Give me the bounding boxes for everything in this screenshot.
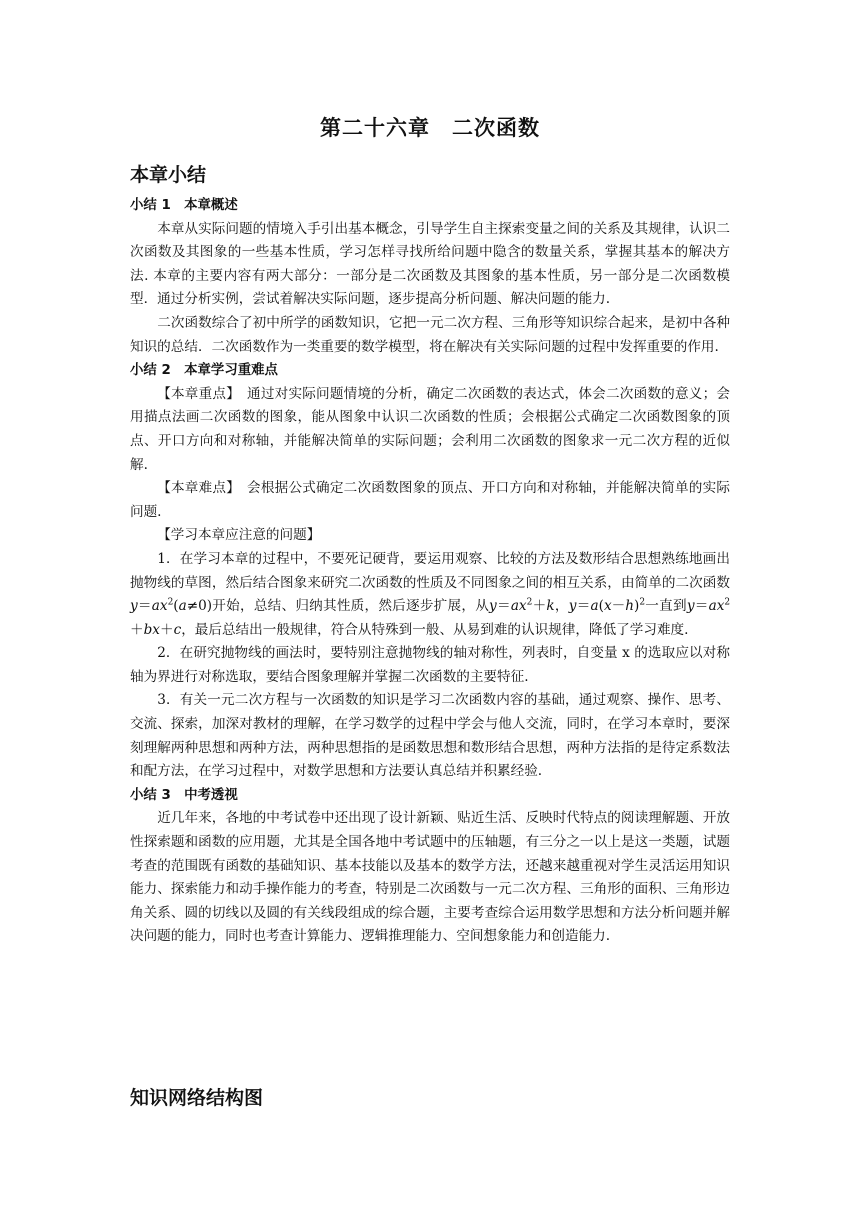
note-1-text-a: 1．在学习本章的过程中，不要死记硬背，要运用观察、比较的方法及数形结合思想熟练地画出抛物线的草图，然后结合图象来研究二次函数的性质及不同图象之间的相互关系，由简单的二次函数 xyxy=(130,550,730,591)
subsection-heading-2: 小结 2 本章学习重难点 xyxy=(130,363,278,379)
section-heading-summary: 本章小结 xyxy=(130,164,207,186)
difficult-points-paragraph xyxy=(130,477,730,524)
summary-body xyxy=(130,194,730,949)
notes-label: 【学习本章应注意的问题】 xyxy=(157,527,321,544)
note-3: 3．有关一元二次方程与一次函数的知识是学习二次函数内容的基础，通过观察、操作、思考、交流、探索，加深对教材的理解，在学习数学的过程中学会与他人交流，同时，在学习本章时，要深刻理解两种思想和两种方法，两种思想指的是函数思想和数形结合思想，两种方法指的是待定系数法和配方法，在学习过程中，对数学思想和方法要认真总结并积累经验. xyxy=(130,692,730,780)
key-points-text: 通过对实际问题情境的分析，确定二次函数的表达式，体会二次函数的意义；会用描点法画二次函数的图象，能从图象中认识二次函数的性质；会根据公式确定二次函数图象的顶点、开口方向和对称轴，并能解决简单的实际问题；会利用二次函数的图象求一元二次方程的近似解. xyxy=(130,385,731,473)
chapter-title: 第二十六章 二次函数 xyxy=(320,116,540,140)
note-2: 2．在研究抛物线的画法时，要特别注意抛物线的轴对称性，列表时，自变量 x 的选取应以对称轴为界进行对称选取，要结合图象理解并掌握二次函数的主要特征. xyxy=(130,645,730,685)
paragraph: 近几年来，各地的中考试卷中还出现了设计新颖、贴近生活、反映时代特点的阅读理解题、开放性探索题和函数的应用题，尤其是全国各地中考试题中的压轴题，有三分之一以上是这一类题，试题考查的范围既有函数的基础知识、基本技能以及基本的数学方法，还越来越重视对学生灵活运用知识能力、探索能力和动手操作能力的考查，特别是二次函数与一元二次方程、三角形的面积、三角形边角关系、圆的切线以及圆的有关线段组成的综合题，主要考查综合运用数学思想和方法分析问题并解决问题的能力，同时也考查计算能力、逻辑推理能力、空间想象能力和创造能力. xyxy=(130,810,730,945)
difficult-points-label: 【本章难点】 xyxy=(157,480,234,497)
difficult-points-text: 会根据公式确定二次函数图象的顶点、开口方向和对称轴，并能解决简单的实际问题. xyxy=(130,480,731,520)
paragraph: 二次函数综合了初中所学的函数知识，它把一元二次方程、三角形等知识综合起来，是初中各种知识的总结．二次函数作为一类重要的数学模型，将在解决有关实际问题的过程中发挥重要的作用. xyxy=(130,314,730,355)
note-1-text-c: 一直到 xyxy=(645,598,687,615)
section-heading-network: 知识网络结构图 xyxy=(130,1087,264,1109)
key-points-paragraph xyxy=(130,383,730,477)
subsection-heading-3: 小结 3 中考透视 xyxy=(130,787,238,803)
key-points-label: 【本章重点】 xyxy=(157,385,234,402)
note-1-text-d: ，最后总结出一般规律，符合从特殊到一般、从易到难的认识规律，降低了学习难度. xyxy=(181,621,689,638)
note-1: 1．在学习本章的过程中，不要死记硬背，要运用观察、比较的方法及数形结合思想熟练地画出抛物线的草图，然后结合图象来研究二次函数的性质及不同图象之间的相互关系，由简单的二次函数$y=ax^2(a\ne 0)$开始，总结、归纳其性质，然后逐步扩展，从$y=ax^2+k$，$y=a(x-h)^2$一直到$y=ax^2+bx+c$，最后总结出一般规律，符合从特殊到一般、从易到难的认识规律，降低了学习难度. xyxy=(130,550,731,638)
paragraph: 本章从实际问题的情境入手引出基本概念，引导学生自主探索变量之间的关系及其规律，认识二次函数及其图象的一些基本性质，学习怎样寻找所给问题中隐含的数量关系，掌握其基本的解决方法. 本章的主要内容有两大部分：一部分是二次函数及其图象的基本性质，另一部分是二次函数模型．通过分析实例，尝试着解决实际问题，逐步提高分析问题、解决问题的能力. xyxy=(130,220,730,308)
subsection-heading-1: 小结 1 本章概述 xyxy=(130,198,238,213)
note-1-text-b: 开始，总结、归纳其性质，然后逐步扩展，从 xyxy=(212,598,490,615)
